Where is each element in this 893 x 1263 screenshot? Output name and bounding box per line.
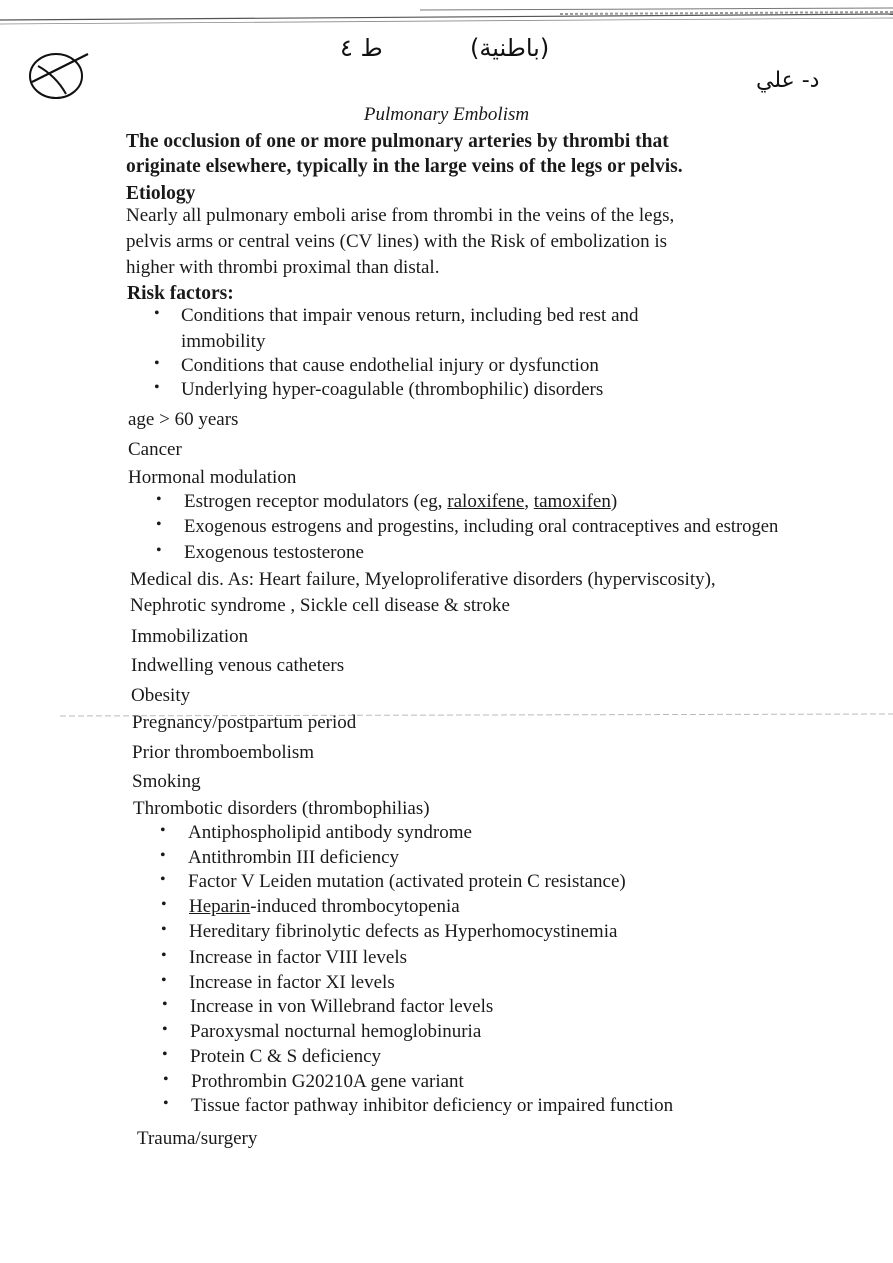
bullet-dot: • xyxy=(161,896,167,913)
etiology-line-1: Nearly all pulmonary emboli arise from thrombi in the veins of the legs, xyxy=(126,205,675,226)
bullet-dot: • xyxy=(161,921,167,938)
arabic-code: ط ٤ xyxy=(340,34,383,62)
heparin-link[interactable]: Heparin xyxy=(189,896,251,917)
scan-noise-top xyxy=(0,6,893,32)
trauma-item: Trauma/surgery xyxy=(137,1128,258,1149)
circled-x-stamp-icon xyxy=(26,46,92,102)
thrombo-bullet-10-text: Protein C & S deficiency xyxy=(190,1046,382,1067)
thrombo-bullet-4-text: -induced thrombocytopenia xyxy=(250,896,460,917)
thrombo-bullet-10 xyxy=(162,1046,382,1068)
bullet-dot: • xyxy=(163,1071,169,1088)
risk-bullet-1 xyxy=(154,305,639,327)
bullet-dot: • xyxy=(156,542,162,559)
bullet-dot: • xyxy=(162,1021,168,1038)
thrombotic-item: Thrombotic disorders (thrombophilias) xyxy=(133,798,430,819)
thrombo-bullet-2 xyxy=(160,847,400,869)
etiology-line-3: higher with thrombi proximal than distal. xyxy=(126,257,440,278)
bullet-dot: • xyxy=(156,491,162,508)
risk-bullet-2 xyxy=(154,355,599,377)
definition-line-2: originate elsewhere, typically in the large veins of the legs or pelvis. xyxy=(126,156,683,177)
thrombo-bullet-6 xyxy=(161,947,408,969)
obesity-item: Obesity xyxy=(131,685,191,706)
thrombo-bullet-5 xyxy=(161,921,618,943)
prior-item: Prior thromboembolism xyxy=(132,742,315,763)
hormonal-bullet-2 xyxy=(156,516,779,538)
thrombo-bullet-3-text: Factor V Leiden mutation (activated protein C resistance) xyxy=(188,871,626,892)
pregnancy-item: Pregnancy/postpartum period xyxy=(132,712,357,733)
bullet-dot: • xyxy=(162,996,168,1013)
thrombo-bullet-9-text: Paroxysmal nocturnal hemoglobinuria xyxy=(190,1021,482,1042)
hormonal-bullet-1-prefix: Estrogen receptor modulators (eg, xyxy=(184,491,448,512)
bullet-dot: • xyxy=(154,305,160,322)
immobilization-item: Immobilization xyxy=(131,626,249,647)
definition-line-1: The occlusion of one or more pulmonary arteries by thrombi that xyxy=(126,131,669,152)
bullet-dot: • xyxy=(154,379,160,396)
bullet-dot: • xyxy=(163,1095,169,1112)
thrombo-bullet-1 xyxy=(160,822,472,844)
catheters-item: Indwelling venous catheters xyxy=(131,655,345,676)
medical-line-1: Medical dis. As: Heart failure, Myeloproliferative disorders (hyperviscosity), xyxy=(130,569,716,590)
thrombo-bullet-9 xyxy=(162,1021,482,1043)
thrombo-bullet-12-text: Tissue factor pathway inhibitor deficiency or impaired function xyxy=(191,1095,674,1116)
risk-bullet-1-text: Conditions that impair venous return, including bed rest and xyxy=(181,305,639,326)
hormonal-bullet-1 xyxy=(156,491,618,513)
thrombo-bullet-6-text: Increase in factor VIII levels xyxy=(189,947,408,968)
age-item: age > 60 years xyxy=(128,409,239,430)
risk-heading: Risk factors: xyxy=(127,283,234,304)
thrombo-bullet-3 xyxy=(160,871,626,893)
risk-bullet-1-cont: immobility xyxy=(181,331,266,352)
hormonal-bullet-2-text: Exogenous estrogens and progestins, including oral contraceptives and estrogen xyxy=(184,516,779,537)
thrombo-bullet-8 xyxy=(162,996,494,1018)
thrombo-bullet-5-text: Hereditary fibrinolytic defects as Hyperhomocystinemia xyxy=(189,921,618,942)
bullet-dot: • xyxy=(160,822,166,839)
hormonal-item: Hormonal modulation xyxy=(128,467,297,488)
bullet-dot: • xyxy=(161,947,167,964)
risk-bullet-3-text: Underlying hyper-coagulable (thrombophilic) disorders xyxy=(181,379,604,400)
thrombo-bullet-4 xyxy=(161,896,460,918)
bullet-dot: • xyxy=(160,871,166,888)
thrombo-bullet-1-text: Antiphospholipid antibody syndrome xyxy=(188,822,472,843)
risk-bullet-2-text: Conditions that cause endothelial injury or dysfunction xyxy=(181,355,599,376)
page-title: Pulmonary Embolism xyxy=(363,104,530,125)
hormonal-bullet-1-sep: , xyxy=(524,491,534,512)
thrombo-bullet-2-text: Antithrombin III deficiency xyxy=(188,847,400,868)
hormonal-bullet-3 xyxy=(156,542,364,564)
thrombo-bullet-8-text: Increase in von Willebrand factor levels xyxy=(190,996,494,1017)
thrombo-bullet-7-text: Increase in factor XI levels xyxy=(189,972,395,993)
thrombo-bullet-11-text: Prothrombin G20210A gene variant xyxy=(191,1071,464,1092)
bullet-dot: • xyxy=(162,1046,168,1063)
medical-line-2: Nephrotic syndrome , Sickle cell disease & stroke xyxy=(130,595,510,616)
etiology-heading: Etiology xyxy=(126,183,196,204)
thrombo-bullet-11 xyxy=(163,1071,464,1093)
bullet-dot: • xyxy=(160,847,166,864)
thrombo-bullet-12 xyxy=(163,1095,674,1117)
etiology-line-2: pelvis arms or central veins (CV lines) with the Risk of embolization is xyxy=(126,231,668,252)
hormonal-bullet-3-text: Exogenous testosterone xyxy=(184,542,364,563)
arabic-author: د- علي xyxy=(756,68,820,93)
risk-bullet-3 xyxy=(154,379,604,401)
bullet-dot: • xyxy=(154,355,160,372)
raloxifene-link[interactable]: raloxifene xyxy=(447,491,525,512)
arabic-subject: (باطنية) xyxy=(470,34,550,62)
smoking-item: Smoking xyxy=(132,771,201,792)
bullet-dot: • xyxy=(161,972,167,989)
cancer-item: Cancer xyxy=(128,439,182,460)
hormonal-bullet-1-suffix: ) xyxy=(610,491,618,512)
bullet-dot: • xyxy=(156,516,162,533)
tamoxifen-link[interactable]: tamoxifen xyxy=(533,491,611,512)
thrombo-bullet-7 xyxy=(161,972,395,994)
